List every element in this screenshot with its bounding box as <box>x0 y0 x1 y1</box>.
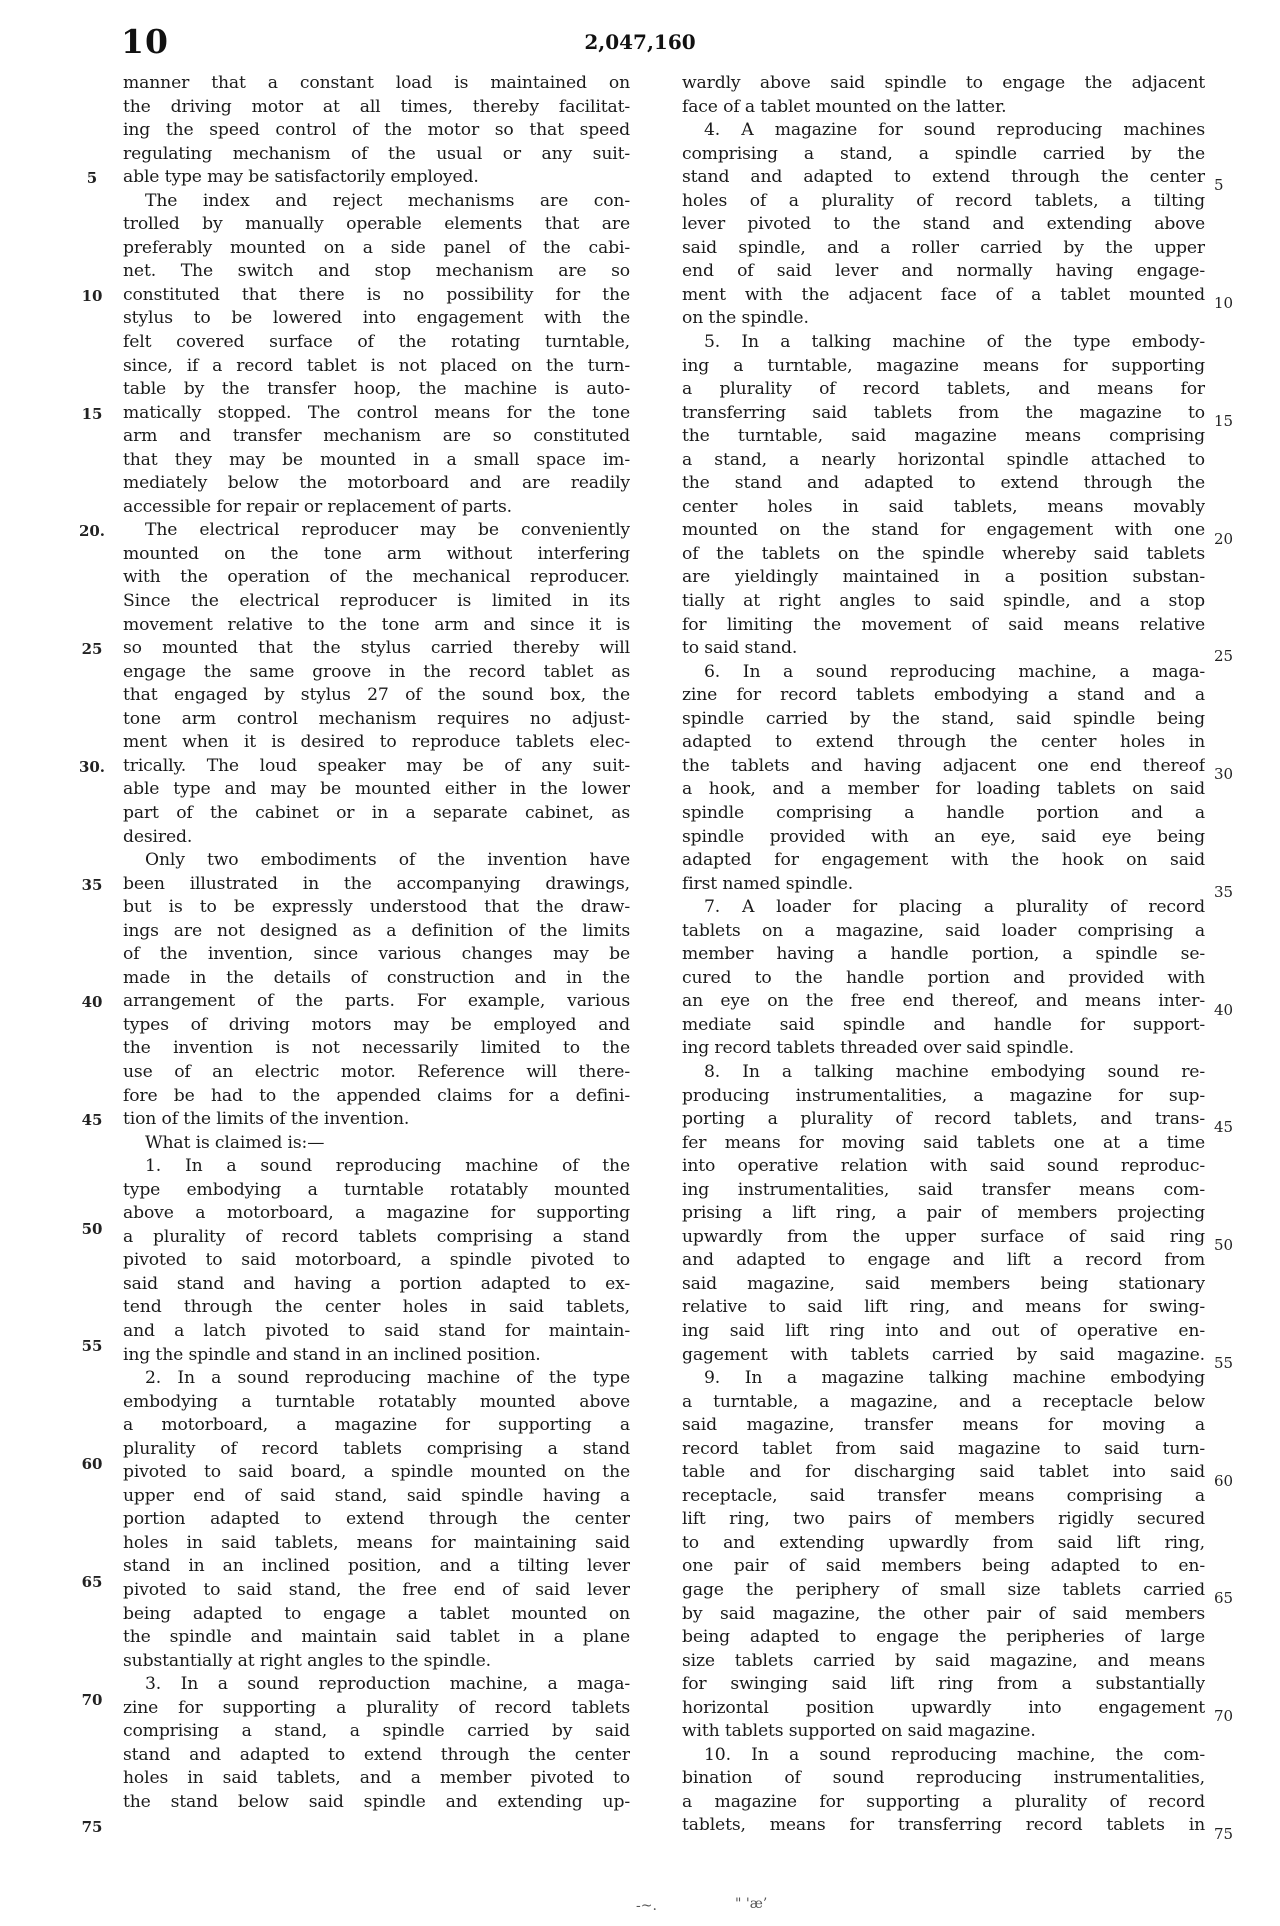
text-line: end of said lever and normally having engage- <box>682 261 1205 282</box>
text-line: able type and may be mounted either in the lower <box>123 779 630 800</box>
text-line: Since the electrical reproducer is limited in its <box>123 591 630 612</box>
text-line: the tablets and having adjacent one end thereof <box>682 755 1205 776</box>
text-line: the stand below said spindle and extending up- <box>123 1791 630 1812</box>
line-number: 5 <box>1214 176 1224 195</box>
text-line: spindle carried by the stand, said spindle being <box>682 708 1205 729</box>
line-number: 75 <box>81 1817 103 1836</box>
text-line: to said stand. <box>682 638 798 659</box>
text-line: arrangement of the parts. For example, various <box>123 991 630 1012</box>
text-line: desired. <box>123 826 193 847</box>
text-line: with tablets supported on said magazine. <box>682 1721 1036 1742</box>
text-line: being adapted to engage the peripheries of large <box>682 1627 1205 1648</box>
text-line: a hook, and a member for loading tablets on said <box>682 779 1205 800</box>
text-line: ing record tablets threaded over said spindle. <box>682 1038 1074 1059</box>
line-number: 5 <box>86 169 98 188</box>
text-line: made in the details of construction and in the <box>123 967 630 988</box>
text-line: accessible for repair or replacement of parts. <box>123 496 512 517</box>
scan-artifact: -~. <box>636 1898 657 1914</box>
line-number: 20 <box>1214 529 1234 548</box>
text-line: face of a tablet mounted on the latter. <box>682 96 1007 117</box>
text-line: that engaged by stylus 27 of the sound box, the <box>123 685 630 706</box>
text-line: pivoted to said board, a spindle mounted on the <box>123 1462 630 1483</box>
line-number: 10 <box>1214 294 1234 312</box>
text-line: matically stopped. The control means for the tone <box>123 402 630 423</box>
text-line: prising a lift ring, a pair of members projecting <box>682 1203 1205 1224</box>
text-line: an eye on the free end thereof, and means inter- <box>682 991 1205 1012</box>
line-number: 55 <box>81 1337 103 1356</box>
text-line: pivoted to said stand, the free end of said lever <box>123 1580 630 1600</box>
text-line: ing a turntable, magazine means for supporting <box>682 355 1205 376</box>
text-line: tone arm control mechanism requires no adjust- <box>123 708 630 729</box>
text-line: gage the periphery of small size tablets carried <box>682 1580 1205 1600</box>
line-number: 70 <box>81 1690 103 1709</box>
text-line: but is to be expressly understood that the draw- <box>123 897 630 918</box>
text-line: table and for discharging said tablet into said <box>682 1462 1205 1483</box>
text-line: tablets on a magazine, said loader comprising a <box>682 920 1205 941</box>
text-line: a motorboard, a magazine for supporting a <box>123 1415 630 1436</box>
text-line: into operative relation with said sound reproduc- <box>682 1156 1205 1177</box>
text-line: movement relative to the tone arm and since it is <box>123 614 630 635</box>
text-line: being adapted to engage a tablet mounted on <box>123 1603 630 1624</box>
text-line: regulating mechanism of the usual or any suit- <box>123 143 630 164</box>
text-line: 1. In a sound reproducing machine of the <box>145 1156 630 1177</box>
text-line: a magazine for supporting a plurality of record <box>682 1791 1205 1812</box>
text-line: member having a handle portion, a spindle se- <box>682 944 1205 965</box>
text-line: engage the same groove in the record tablet as <box>123 661 630 682</box>
text-line: plurality of record tablets comprising a stand <box>123 1438 630 1459</box>
text-line: 7. A loader for placing a plurality of record <box>704 897 1205 918</box>
text-line: size tablets carried by said magazine, and means <box>682 1650 1205 1671</box>
text-line: use of an electric motor. Reference will there- <box>123 1061 630 1082</box>
text-line: wardly above said spindle to engage the adjacent <box>682 73 1205 93</box>
text-line: adapted for engagement with the hook on said <box>682 850 1205 871</box>
text-line: lever pivoted to the stand and extending above <box>682 214 1205 235</box>
text-line: zine for record tablets embodying a stand and a <box>682 685 1205 706</box>
text-line: stylus to be lowered into engagement with the <box>123 308 630 329</box>
line-number: 60 <box>81 1455 103 1474</box>
text-line: net. The switch and stop mechanism are so <box>123 261 630 282</box>
text-line: for limiting the movement of said means relative <box>682 614 1205 635</box>
line-number: 65 <box>81 1572 103 1591</box>
text-line: 8. In a talking machine embodying sound re- <box>704 1061 1205 1082</box>
text-line: manner that a constant load is maintained on <box>123 73 630 93</box>
text-line: 10. In a sound reproducing machine, the com- <box>704 1744 1205 1765</box>
text-line: the driving motor at all times, thereby facilitat- <box>123 96 630 117</box>
text-line: arm and transfer mechanism are so constituted <box>123 426 630 447</box>
text-line: comprising a stand, a spindle carried by the <box>682 143 1205 164</box>
line-number: 75 <box>1214 1824 1234 1843</box>
text-line: trolled by manually operable elements that are <box>123 214 630 235</box>
line-number: 50 <box>81 1219 103 1238</box>
text-line: of the tablets on the spindle whereby said tablets <box>682 543 1205 564</box>
left-column <box>123 72 630 1814</box>
page-number: 10 <box>121 22 169 61</box>
text-line: said spindle, and a roller carried by the upper <box>682 237 1205 258</box>
text-line: receptacle, said transfer means comprising a <box>682 1485 1205 1506</box>
text-line: ing said lift ring into and out of operative en- <box>682 1320 1205 1341</box>
text-line: Only two embodiments of the invention have <box>145 850 630 871</box>
text-line: one pair of said members being adapted to en- <box>682 1556 1205 1577</box>
text-line: mounted on the stand for engagement with one <box>682 520 1205 541</box>
text-line: types of driving motors may be employed and <box>123 1014 630 1035</box>
line-number: 10 <box>81 286 103 305</box>
text-line: mediately below the motorboard and are readily <box>123 473 630 494</box>
text-line: for swinging said lift ring from a substantially <box>682 1674 1205 1695</box>
text-line: ing instrumentalities, said transfer means com- <box>682 1179 1205 1200</box>
text-line: trically. The loud speaker may be of any suit- <box>123 755 630 776</box>
text-line: been illustrated in the accompanying drawings, <box>123 873 630 894</box>
text-line: the stand and adapted to extend through the <box>682 473 1205 494</box>
text-line: and adapted to engage and lift a record from <box>682 1250 1205 1271</box>
line-number: 40 <box>1214 1000 1234 1019</box>
text-line: mediate said spindle and handle for support- <box>682 1014 1205 1035</box>
line-number: 45 <box>81 1111 103 1130</box>
text-line: mounted on the tone arm without interfering <box>123 543 630 564</box>
text-line: stand in an inclined position, and a tilting lever <box>123 1556 630 1577</box>
text-line: first named spindle. <box>682 873 854 894</box>
right-column <box>682 72 1205 1838</box>
text-line: tion of the limits of the invention. <box>123 1109 410 1130</box>
text-line: The index and reject mechanisms are con- <box>145 190 630 211</box>
text-line: by said magazine, the other pair of said members <box>682 1603 1205 1624</box>
scan-artifact: " 'æ’ <box>735 1896 768 1912</box>
text-line: ing the speed control of the motor so that speed <box>123 120 630 141</box>
text-line: felt covered surface of the rotating turntable, <box>123 332 630 353</box>
text-line: a plurality of record tablets, and means for <box>682 379 1205 400</box>
text-line: the spindle and maintain said tablet in a plane <box>123 1627 630 1648</box>
text-line: spindle comprising a handle portion and a <box>682 802 1205 823</box>
text-line: 3. In a sound reproduction machine, a maga- <box>145 1674 630 1695</box>
text-line: to and extending upwardly from said lift ring, <box>682 1532 1205 1553</box>
text-line: tially at right angles to said spindle, and a stop <box>682 591 1205 612</box>
text-line: table by the transfer hoop, the machine is auto- <box>123 379 630 400</box>
text-line: with the operation of the mechanical reproducer. <box>123 567 630 588</box>
line-number: 35 <box>81 875 103 894</box>
text-line: preferably mounted on a side panel of the cabi- <box>123 237 630 258</box>
text-line: holes in said tablets, means for maintaining said <box>123 1532 630 1553</box>
text-line: since, if a record tablet is not placed on the turn- <box>123 355 630 376</box>
text-line: ings are not designed as a definition of the limits <box>123 920 630 941</box>
line-number: 30. <box>78 757 106 776</box>
text-line: porting a plurality of record tablets, and trans- <box>682 1109 1205 1130</box>
text-line: spindle provided with an eye, said eye being <box>682 826 1205 847</box>
text-line: cured to the handle portion and provided with <box>682 967 1205 988</box>
text-line: a turntable, a magazine, and a receptacle below <box>682 1391 1205 1412</box>
text-line: horizontal position upwardly into engagement <box>682 1697 1205 1718</box>
text-line: tend through the center holes in said tablets, <box>123 1297 630 1318</box>
text-line: 4. A magazine for sound reproducing machines <box>704 120 1205 141</box>
text-line: holes in said tablets, and a member pivoted to <box>123 1768 630 1789</box>
line-number: 50 <box>1214 1236 1234 1254</box>
text-line: zine for supporting a plurality of record tablets <box>123 1697 630 1718</box>
text-line: that they may be mounted in a small space im- <box>123 449 630 470</box>
text-line: The electrical reproducer may be conveniently <box>145 520 630 541</box>
line-number: 25 <box>81 640 103 659</box>
text-line: on the spindle. <box>682 308 809 329</box>
text-line: substantially at right angles to the spindle. <box>123 1650 491 1671</box>
line-number: 15 <box>1214 411 1234 430</box>
text-line: bination of sound reproducing instrumentalities, <box>682 1768 1205 1789</box>
text-line: part of the cabinet or in a separate cabinet, as <box>123 802 630 823</box>
text-line: transferring said tablets from the magazine to <box>682 402 1205 423</box>
text-line: stand and adapted to extend through the center <box>682 167 1205 188</box>
text-line: and a latch pivoted to said stand for maintain- <box>123 1320 630 1341</box>
text-line: able type may be satisfactorily employed. <box>123 167 479 188</box>
text-line: fer means for moving said tablets one at a time <box>682 1132 1205 1153</box>
text-line: stand and adapted to extend through the center <box>123 1744 630 1765</box>
line-number: 45 <box>1214 1118 1234 1137</box>
text-line: said magazine, transfer means for moving a <box>682 1415 1205 1436</box>
line-number: 60 <box>1214 1471 1234 1490</box>
text-line: constituted that there is no possibility for the <box>123 284 630 305</box>
text-line: so mounted that the stylus carried thereby will <box>123 638 630 659</box>
text-line: of the invention, since various changes may be <box>123 944 630 965</box>
line-number: 30 <box>1214 765 1234 783</box>
line-number: 25 <box>1214 647 1234 666</box>
text-line: ment with the adjacent face of a tablet mounted <box>682 284 1205 305</box>
text-line: ment when it is desired to reproduce tablets elec- <box>123 732 630 753</box>
text-line: ing the spindle and stand in an inclined position. <box>123 1344 541 1365</box>
text-line: producing instrumentalities, a magazine for sup- <box>682 1085 1205 1106</box>
text-line: a plurality of record tablets comprising a stand <box>123 1226 630 1247</box>
line-number: 35 <box>1214 882 1234 901</box>
text-line: the turntable, said magazine means comprising <box>682 426 1205 447</box>
text-line: 5. In a talking machine of the type embody- <box>704 332 1205 353</box>
text-line: portion adapted to extend through the center <box>123 1509 630 1530</box>
text-line: center holes in said tablets, means movably <box>682 496 1205 517</box>
line-number: 55 <box>1214 1353 1234 1372</box>
text-line: embodying a turntable rotatably mounted above <box>123 1391 630 1412</box>
patent-number: 2,047,160 <box>584 30 696 54</box>
text-line: the invention is not necessarily limited to the <box>123 1038 630 1059</box>
line-number: 15 <box>81 404 103 423</box>
text-line: adapted to extend through the center holes in <box>682 732 1205 753</box>
text-line: upwardly from the upper surface of said ring <box>682 1226 1205 1247</box>
text-line: holes of a plurality of record tablets, a tilting <box>682 190 1205 211</box>
text-line: upper end of said stand, said spindle having a <box>123 1485 630 1506</box>
text-line: said magazine, said members being stationary <box>682 1273 1205 1294</box>
text-line: 2. In a sound reproducing machine of the type <box>145 1368 630 1389</box>
text-line: comprising a stand, a spindle carried by said <box>123 1721 630 1742</box>
text-line: tablets, means for transferring record tablets in <box>682 1815 1205 1836</box>
text-line: 6. In a sound reproducing machine, a maga- <box>704 661 1205 682</box>
text-line: above a motorboard, a magazine for supporting <box>123 1203 630 1224</box>
text-line: are yieldingly maintained in a position substan- <box>682 567 1205 588</box>
text-line: pivoted to said motorboard, a spindle pivoted to <box>123 1250 630 1271</box>
text-line: 9. In a magazine talking machine embodying <box>704 1368 1205 1389</box>
text-line: lift ring, two pairs of members rigidly secured <box>682 1509 1205 1530</box>
text-line: a stand, a nearly horizontal spindle attached to <box>682 449 1205 470</box>
text-line: said stand and having a portion adapted to ex- <box>123 1273 630 1294</box>
text-line: fore be had to the appended claims for a defini- <box>123 1085 630 1106</box>
line-number: 40 <box>81 993 103 1012</box>
line-number: 65 <box>1214 1589 1234 1608</box>
line-number: 20. <box>78 522 106 541</box>
text-line: gagement with tablets carried by said magazine. <box>682 1344 1205 1365</box>
line-number: 70 <box>1214 1707 1234 1725</box>
text-line: record tablet from said magazine to said turn- <box>682 1438 1205 1459</box>
text-line: type embodying a turntable rotatably mounted <box>123 1179 630 1200</box>
text-line: What is claimed is:— <box>145 1132 325 1153</box>
text-line: relative to said lift ring, and means for swing- <box>682 1297 1205 1318</box>
